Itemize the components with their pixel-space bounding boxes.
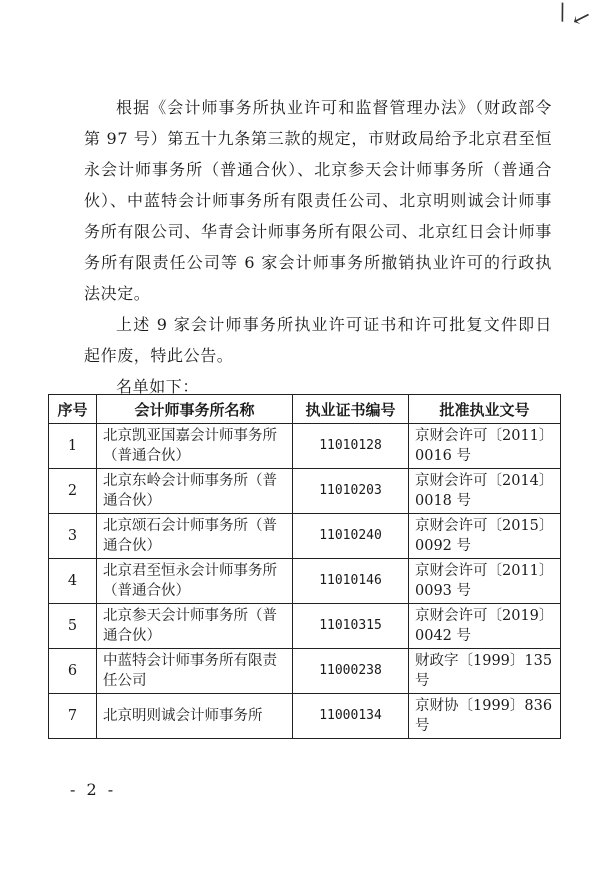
firms-table [48,394,561,739]
row-firm-name: 北京东岭会计师事务所（普通合伙） [97,469,293,514]
list-intro: 名单如下： [116,377,200,396]
row-index: 2 [49,469,97,514]
header-firm-name: 会计师事务所名称 [97,395,293,424]
row-approval-doc: 京财会许可〔2011〕0093 号 [409,559,561,604]
row-firm-name: 北京明则诚会计师事务所 [97,694,293,739]
table-row [49,469,561,514]
table-header-row [49,395,561,424]
row-approval-doc: 京财会许可〔2011〕0016 号 [409,424,561,469]
row-approval-doc: 京财会许可〔2014〕0018 号 [409,469,561,514]
table-row [49,514,561,559]
handwritten-corner-mark: \ ↙ [554,0,594,34]
table-row [49,424,561,469]
row-license-no: 11010128 [293,424,409,469]
row-license-no: 11010203 [293,469,409,514]
row-license-no: 11010315 [293,604,409,649]
page-number: - 2 - [70,780,117,799]
table-row [49,604,561,649]
row-license-no: 11010240 [293,514,409,559]
table-row [49,649,561,694]
row-approval-doc: 京财会许可〔2015〕0092 号 [409,514,561,559]
row-approval-doc: 财政字〔1999〕135 号 [409,649,561,694]
row-license-no: 11000134 [293,694,409,739]
header-index: 序号 [49,395,97,424]
table-row [49,694,561,739]
row-index: 4 [49,559,97,604]
notice-body [84,92,552,402]
row-index: 5 [49,604,97,649]
row-index: 7 [49,694,97,739]
row-firm-name: 北京参天会计师事务所（普通合伙） [97,604,293,649]
row-firm-name: 北京凯亚国嘉会计师事务所（普通合伙） [97,424,293,469]
row-license-no: 11000238 [293,649,409,694]
row-index: 6 [49,649,97,694]
paragraph-revocation: 根据《会计师事务所执业许可和监督管理办法》（财政部令第 97 号）第五十九条第三款的规定，市财政局给予北京君至恒永会计师事务所（普通合伙）、北京参天会计师事务所（普通合伙）、中蓝特会计师事务所有限责任公司、北京明则诚会计师事务所有限公司、华青会计师事务所有限公司、北京红日会计师事务所有限责任公司等 6 家会计师事务所撤销执业许可的行政执法决定。 [84,98,552,303]
row-approval-doc: 京财协〔1999〕836 号 [409,694,561,739]
row-firm-name: 北京君至恒永会计师事务所（普通合伙） [97,559,293,604]
row-firm-name: 北京颂石会计师事务所（普通合伙） [97,514,293,559]
row-license-no: 11010146 [293,559,409,604]
row-index: 1 [49,424,97,469]
row-index: 3 [49,514,97,559]
paragraph-void-notice: 上述 9 家会计师事务所执业许可证书和许可批复文件即日起作废，特此公告。 [84,315,552,365]
table-row [49,559,561,604]
row-firm-name: 中蓝特会计师事务所有限责任公司 [97,649,293,694]
header-approval-doc: 批准执业文号 [409,395,561,424]
header-license-no: 执业证书编号 [293,395,409,424]
row-approval-doc: 京财会许可〔2019〕0042 号 [409,604,561,649]
